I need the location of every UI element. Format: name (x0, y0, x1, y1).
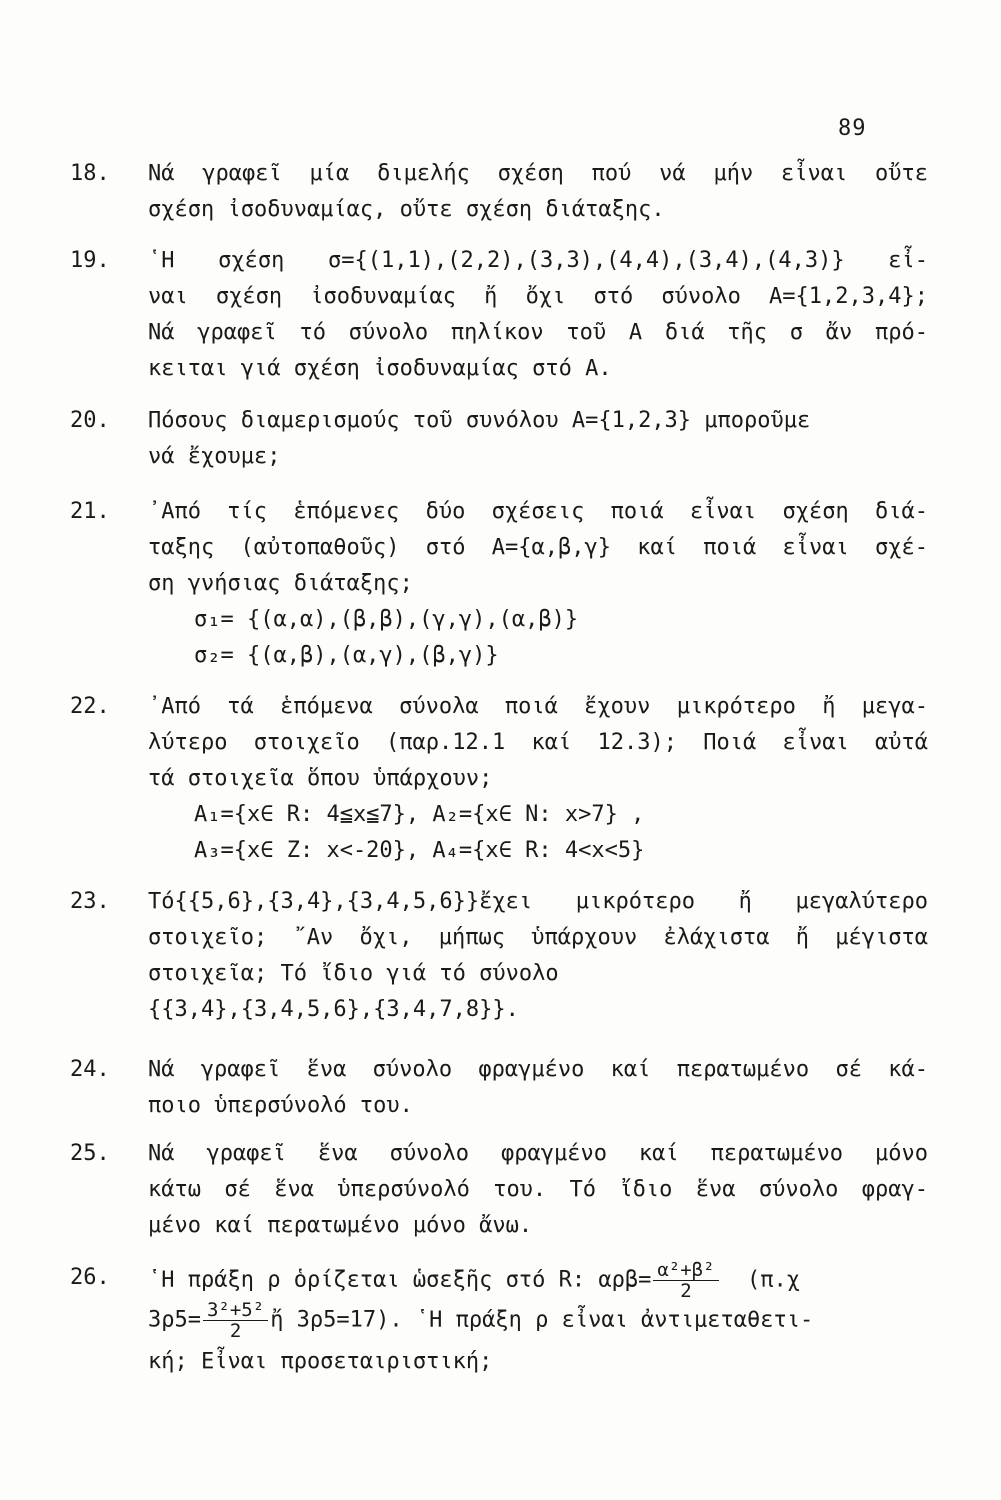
exercise-number: 26. (70, 1265, 110, 1290)
text-segment: (π.χ (747, 1267, 801, 1293)
exercise-number: 21. (70, 499, 110, 524)
exercise-number: 18. (70, 161, 110, 186)
text-segment: 3ρ5= (148, 1307, 201, 1333)
text-line: κειται γιά σχέση ἰσοδυναμίας στό Α. (148, 356, 612, 381)
fraction-numerator: 3²+5² (203, 1300, 268, 1321)
text-line: μένο καί περατωμένο μόνο ἄνω. (148, 1213, 533, 1238)
set-definitions-a1-a2: Α₁={x∈ R: 4≦x≦7}, Α₂={x∈ N: x>7} , (194, 802, 645, 827)
exercise-20 (70, 403, 930, 475)
text-line: ση γνήσιας διάταξης; (148, 571, 413, 596)
text-segment: ἤ 3ρ5=17). ῾Η πράξη ρ εἶναι ἀντιμεταθετι- (270, 1307, 814, 1333)
text-line: κή; Εἶναι προσεταιριστική; (148, 1349, 493, 1374)
exercise-text (148, 403, 928, 475)
exercise-number: 25. (70, 1141, 110, 1166)
text-line: ᾿Από τά ἑπόμενα σύνολα ποιά ἔχουν μικρότερο ἤ μεγα- (148, 694, 928, 719)
text-line: Τό{{5,6},{3,4},{3,4,5,6}}ἔχει μικρότερο ἤ μεγαλύτερο (148, 889, 928, 914)
exercise-19 (70, 243, 930, 387)
text-line: Νά γραφεῖ ἕνα σύνολο φραγμένο καί περατωμένο μόνο (148, 1141, 928, 1166)
fraction-denominator: 2 (680, 1280, 692, 1302)
text-line: Πόσους διαμερισμούς τοῦ συνόλου Α={1,2,3} μποροῦμε (148, 408, 811, 433)
operation-example-line (148, 1300, 928, 1344)
exercise-text (148, 243, 928, 387)
fraction (203, 1300, 268, 1341)
exercise-23 (70, 884, 930, 1028)
exercise-24 (70, 1052, 930, 1124)
text-line: ῾Η σχέση σ={(1,1),(2,2),(3,3),(4,4),(3,4),(4,3)} εἶ- (148, 248, 928, 273)
set-of-sets-formula: {{3,4},{3,4,5,6},{3,4,7,8}}. (148, 997, 519, 1022)
text-line: λύτερο στοιχεῖο (παρ.12.1 καί 12.3); Ποιά εἶναι αὐτά (148, 730, 928, 755)
exercise-number: 24. (70, 1057, 110, 1082)
exercise-number: 23. (70, 889, 110, 914)
exercise-text (148, 494, 928, 674)
text-line: τά στοιχεῖα ὅπου ὑπάρχουν; (148, 766, 493, 791)
exercise-text (148, 884, 928, 1028)
exercise-number: 20. (70, 408, 110, 433)
exercise-text (148, 689, 928, 869)
set-definitions-a3-a4: Α₃={x∈ Z: x<-20}, Α₄={x∈ R: 4<x<5} (194, 838, 645, 863)
operation-definition-line (148, 1260, 928, 1300)
exercise-22 (70, 689, 930, 869)
text-line: κάτω σέ ἕνα ὑπερσύνολό του. Τό ἴδιο ἕνα σύνολο φραγ- (148, 1177, 928, 1202)
text-line: στοιχεῖο; ῎Αν ὄχι, μήπως ὑπάρχουν ἐλάχιστα ἤ μέγιστα (148, 925, 928, 950)
fraction-denominator: 2 (229, 1320, 242, 1342)
text-line: ποιο ὑπερσύνολό του. (148, 1093, 413, 1118)
exercise-21 (70, 494, 930, 674)
text-line: νά ἔχουμε; (148, 444, 281, 469)
exercise-number: 22. (70, 694, 110, 719)
text-line: στοιχεῖα; Τό ἴδιο γιά τό σύνολο (148, 961, 559, 986)
relation-sigma-1: σ₁= {(α,α),(β,β),(γ,γ),(α,β)} (194, 607, 579, 632)
text-line: Νά γραφεῖ τό σύνολο πηλίκον τοῦ Α διά τῆς σ ἄν πρό- (148, 320, 928, 345)
page-number: 89 (838, 116, 867, 141)
fraction-numerator: α²+β² (653, 1260, 718, 1281)
text-line: ᾿Από τίς ἑπόμενες δύο σχέσεις ποιά εἶναι σχέση διά- (148, 499, 928, 524)
exercise-text (148, 1260, 928, 1380)
exercise-18 (70, 156, 930, 228)
exercise-25 (70, 1136, 930, 1244)
exercise-26 (70, 1260, 930, 1400)
exercise-text (148, 156, 928, 228)
text-segment: ῾Η πράξη ρ ὁρίζεται ὡσεξῆς στό R: αρβ= (148, 1267, 652, 1293)
exercise-number: 19. (70, 248, 110, 273)
relation-sigma-2: σ₂= {(α,β),(α,γ),(β,γ)} (194, 643, 499, 668)
text-line: σχέση ἰσοδυναμίας, οὔτε σχέση διάταξης. (148, 197, 665, 222)
exercise-text (148, 1136, 928, 1244)
text-line: Νά γραφεῖ ἕνα σύνολο φραγμένο καί περατωμένο σέ κά- (148, 1057, 928, 1082)
exercise-text (148, 1052, 928, 1124)
text-line: ταξης (αὐτοπαθοῦς) στό Α={α,β,γ} καί ποιά εἶναι σχέ- (148, 535, 928, 560)
text-line: Νά γραφεῖ μία διμελής σχέση πού νά μήν εἶναι οὔτε (148, 161, 928, 186)
fraction (653, 1260, 718, 1301)
text-line: ναι σχέση ἰσοδυναμίας ἤ ὄχι στό σύνολο Α={1,2,3,4}; (148, 284, 928, 309)
